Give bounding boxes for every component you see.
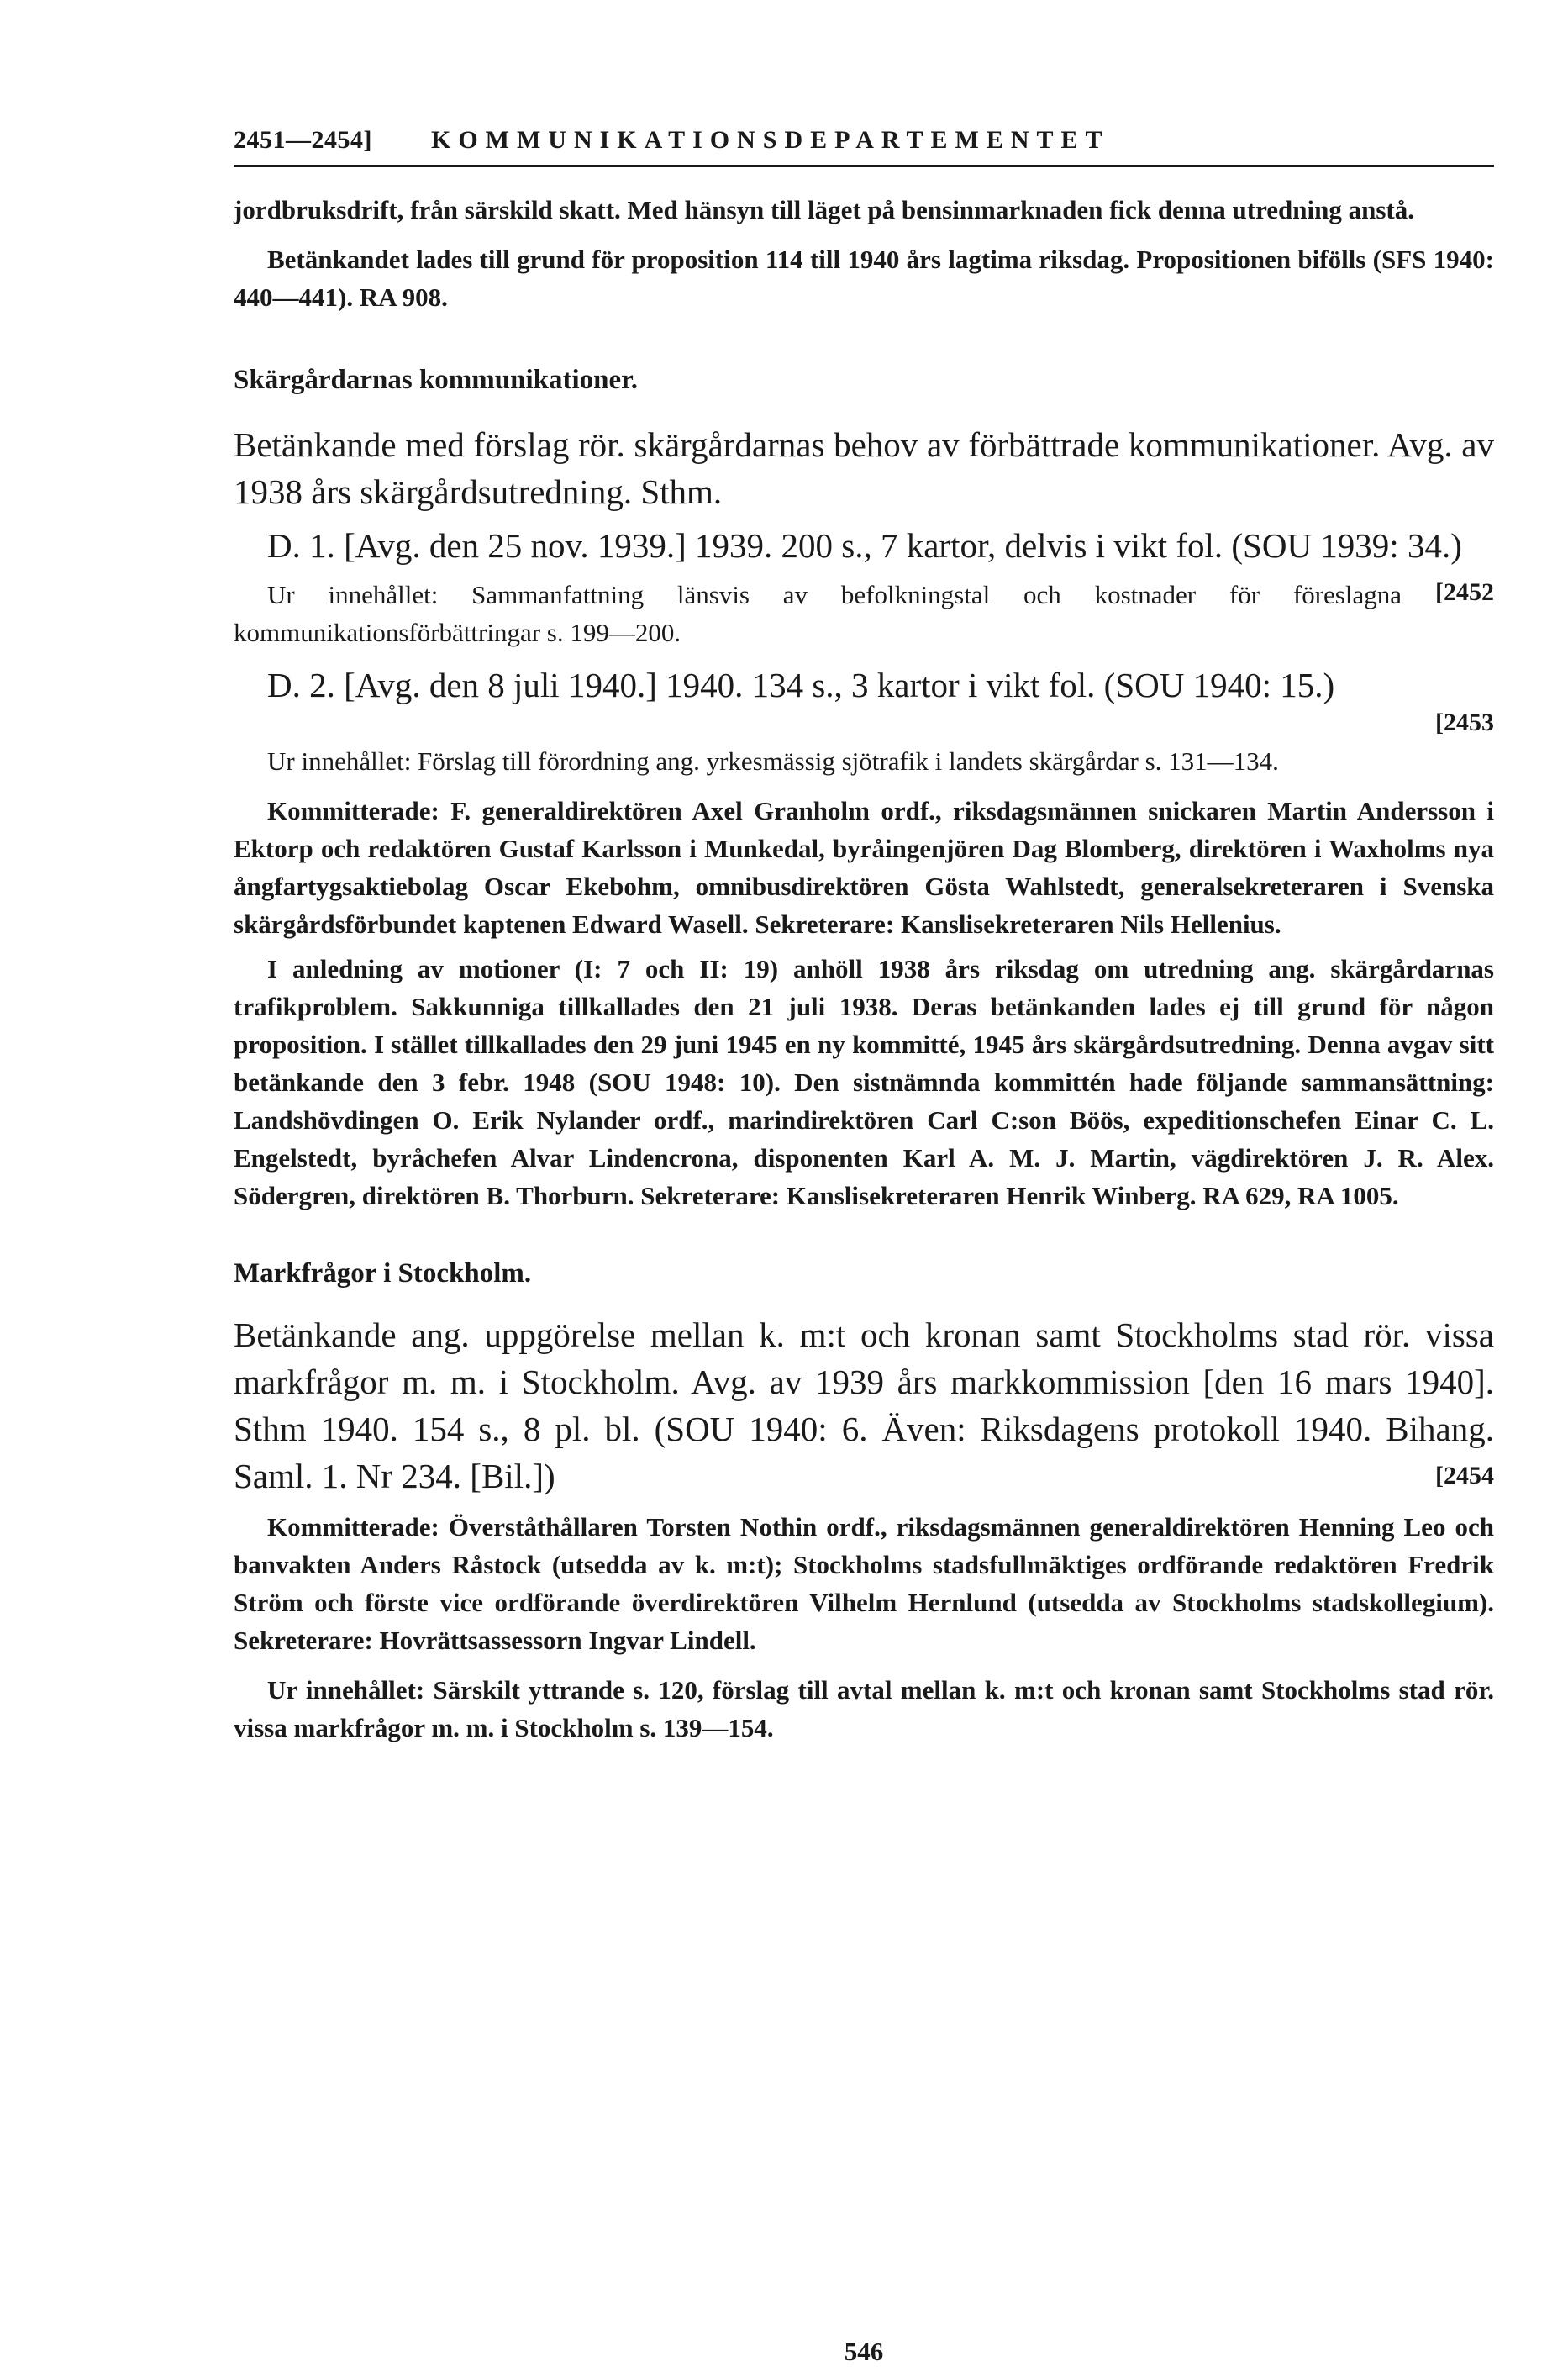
entry-range: 2451—2454] xyxy=(234,126,372,154)
section2-contents: Ur innehållet: Särskilt yttrande s. 120, förslag till avtal mellan k. m:t och kronan samt Stockholms stad rör. vissa markfrågor m. m. i Stockholm s. 139—154. xyxy=(234,1675,1494,1742)
section-heading-markfragor: Markfrågor i Stockholm. xyxy=(234,1258,532,1289)
section1-d1-contents: Ur innehållet: Sammanfattning länsvis av befolkningstal och kostnader för föreslagna kommunikationsförbättringar s. 199—200. xyxy=(234,580,1402,647)
entry-number-2453: [2453 xyxy=(1435,709,1494,736)
section-heading-skargardarna: Skärgårdarnas kommunikationer. xyxy=(234,365,639,395)
section1-committee: Kommitterade: F. generaldirektören Axel Granholm ordf., riksdagsmännen snickaren Martin Andersson i Ektorp och redaktören Gustaf Karlsson i Munkedal, byråingenjören Dag Blomberg, direktören i Waxholms nya ångfartygsaktiebolag Oscar Ekebohm, omnibusdirektören Gösta Wahlstedt, generalsekreteraren i Svenska skärgårdsförbundet kaptenen Edward Wasell. Sekreterare: Kanslisekreteraren Nils Hellenius. xyxy=(234,796,1494,939)
document-page xyxy=(234,126,1494,2366)
section1-history: I anledning av motioner (I: 7 och II: 19) anhöll 1938 års riksdag om utredning ang. skärgårdarnas trafikproblem. Sakkunniga tillkallades den 21 juli 1938. Deras betänkanden lades ej till grund för någon proposition. I stället tillkallades den 29 juni 1945 en ny kommitté, 1945 års skärgårdsutredning. Denna avgav sitt betänkande den 3 febr. 1948 (SOU 1948: 10). Den sistnämnda kommittén hade följande sammansättning: Landshövdingen O. Erik Nylander ordf., marindirektören Carl C:son Böös, expeditionschefen Einar C. L. Engelstedt, byråchefen Alvar Lindencrona, disponenten Karl A. M. J. Martin, vägdirektören J. R. Alex. Södergren, direktören B. Thorburn. Sekreterare: Kanslisekreteraren Henrik Winberg. RA 629, RA 1005. xyxy=(234,954,1494,1210)
entry-number-2454: [2454 xyxy=(1435,1462,1494,1489)
intro-paragraph-1: jordbruksdrift, från särskild skatt. Med hänsyn till läget på bensinmarknaden fick denna utredning anstå. xyxy=(234,195,1415,224)
section1-d2-text: D. 2. [Avg. den 8 juli 1940.] 1940. 134 s., 3 kartor i vikt fol. (SOU 1940: 15.) xyxy=(267,666,1335,704)
department-title: KOMMUNIKATIONSDEPARTEMENTET xyxy=(431,126,1110,154)
section1-d1-text: D. 1. [Avg. den 25 nov. 1939.] 1939. 200 s., 7 kartor, delvis i vikt fol. (SOU 1939: 34.) xyxy=(267,526,1462,565)
page-number: 546 xyxy=(844,2337,884,2366)
section1-d2-contents: Ur innehållet: Förslag till förordning ang. yrkesmässig sjötrafik i landets skärgårdar s. 131—134. xyxy=(267,746,1279,776)
entry-number-2452: [2452 xyxy=(1435,578,1494,606)
section2-title-entry xyxy=(234,1311,1494,1499)
section2-title: Betänkande ang. uppgörelse mellan k. m:t och kronan samt Stockholms stad rör. vissa markfrågor m. m. i Stockholm. Avg. av 1939 års markkommission [den 16 mars 1940]. Sthm 1940. 154 s., 8 pl. bl. (SOU 1940: 6. Även: Riksdagens protokoll 1940. Bihang. Saml. 1. Nr 234. [Bil.]) xyxy=(234,1315,1494,1495)
running-head xyxy=(234,126,1494,167)
section2-committee: Kommitterade: Överståthållaren Torsten Nothin ordf., riksdagsmännen generaldirektören Henning Leo och banvakten Anders Råstock (utsedda av k. m:t); Stockholms stadsfullmäktiges ordförande redaktören Fredrik Ström och förste vice ordförande överdirektören Vilhelm Hernlund (utsedda av Stockholms stadskollegium). Sekreterare: Hovrättsassessorn Ingvar Lindell. xyxy=(234,1512,1494,1655)
section1-title: Betänkande med förslag rör. skärgårdarnas behov av förbättrade kommunikationer. Avg. av 1938 års skärgårdsutredning. Sthm. xyxy=(234,425,1494,511)
intro-paragraph-2: Betänkandet lades till grund för proposition 114 till 1940 års lagtima riksdag. Propositionen bifölls (SFS 1940: 440—441). RA 908. xyxy=(234,245,1494,312)
section1-d1-entry xyxy=(234,522,1494,606)
